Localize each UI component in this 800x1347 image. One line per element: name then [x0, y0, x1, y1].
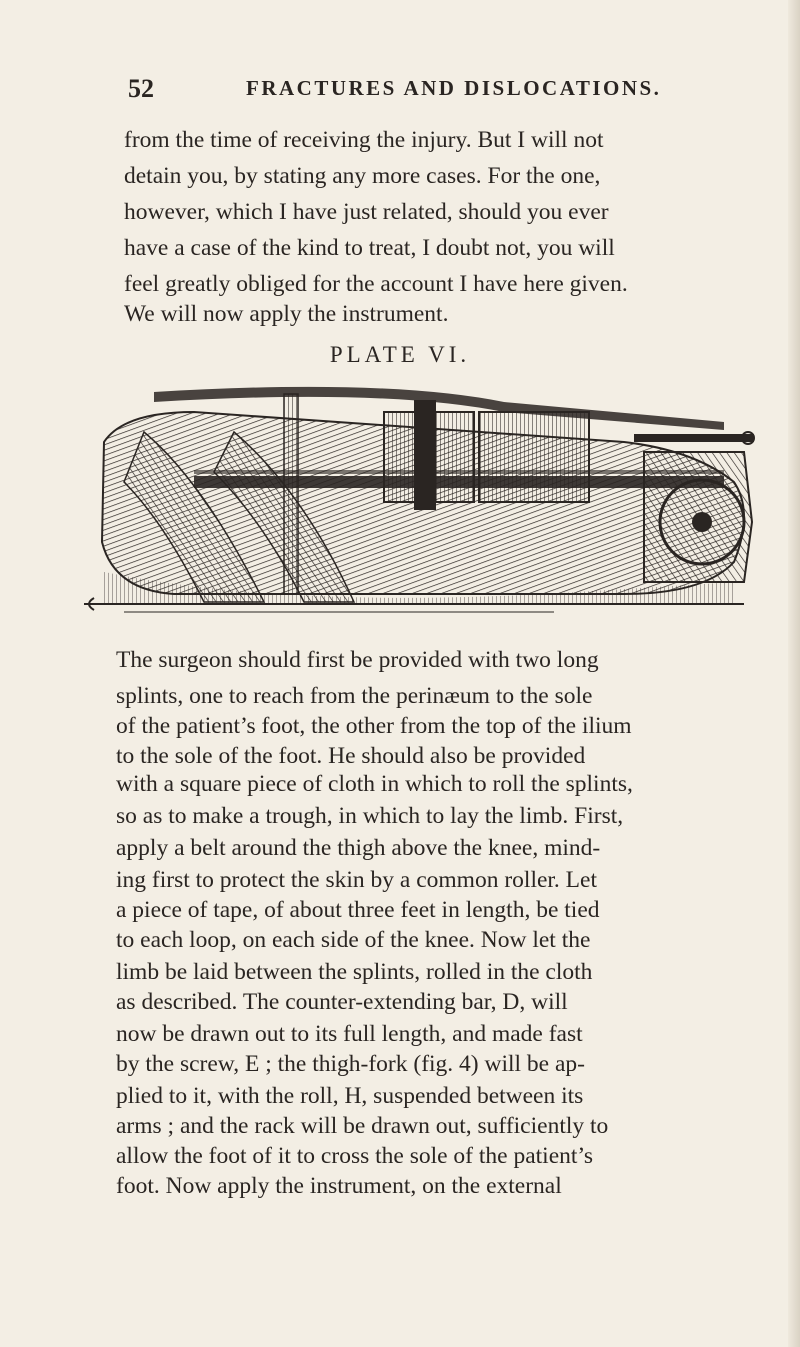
text-line: a piece of tape, of about three feet in length, be tied: [116, 897, 600, 923]
text-line: apply a belt around the thigh above the knee, mind-: [116, 835, 601, 861]
text-line: from the time of receiving the injury. But I will not: [124, 127, 604, 153]
text-line: splints, one to reach from the perinæum to the sole: [116, 683, 593, 709]
text-line: to the sole of the foot. He should also be provided: [116, 743, 586, 769]
page-edge: [788, 0, 800, 1347]
text-line: however, which I have just related, should you ever: [124, 199, 609, 225]
text-line: ing first to protect the skin by a common roller. Let: [116, 867, 597, 893]
text-line: foot. Now apply the instrument, on the external: [116, 1173, 562, 1199]
text-line: as described. The counter-extending bar, D, will: [116, 989, 568, 1015]
page-header-title: FRACTURES AND DISLOCATIONS.: [246, 76, 662, 100]
text-line: arms ; and the rack will be drawn out, sufficiently to: [116, 1113, 609, 1139]
text-line: so as to make a trough, in which to lay the limb. First,: [116, 803, 624, 829]
text-line: limb be laid between the splints, rolled in the cloth: [116, 959, 593, 985]
plate-title: PLATE VI.: [329, 342, 471, 367]
text-line: feel greatly obliged for the account I have here given.: [124, 271, 628, 297]
text-line: We will now apply the instrument.: [124, 301, 449, 327]
splint-apparatus-illustration: [84, 372, 764, 632]
running-head: [128, 74, 728, 104]
text-line: The surgeon should first be provided with two long: [116, 647, 599, 673]
text-line: plied to it, with the roll, H, suspended between its: [116, 1083, 584, 1109]
text-line: to each loop, on each side of the knee. Now let the: [116, 927, 591, 953]
page-number: 52: [128, 74, 154, 103]
text-line: with a square piece of cloth in which to roll the splints,: [116, 771, 633, 797]
text-line: detain you, by stating any more cases. For the one,: [124, 163, 601, 189]
text-line: now be drawn out to its full length, and made fast: [116, 1021, 583, 1047]
text-line: by the screw, E ; the thigh-fork (fig. 4) will be ap-: [116, 1051, 585, 1077]
text-line: allow the foot of it to cross the sole of the patient’s: [116, 1143, 594, 1169]
text-line: of the patient’s foot, the other from the top of the ilium: [116, 713, 632, 739]
text-line: have a case of the kind to treat, I doubt not, you will: [124, 235, 615, 261]
